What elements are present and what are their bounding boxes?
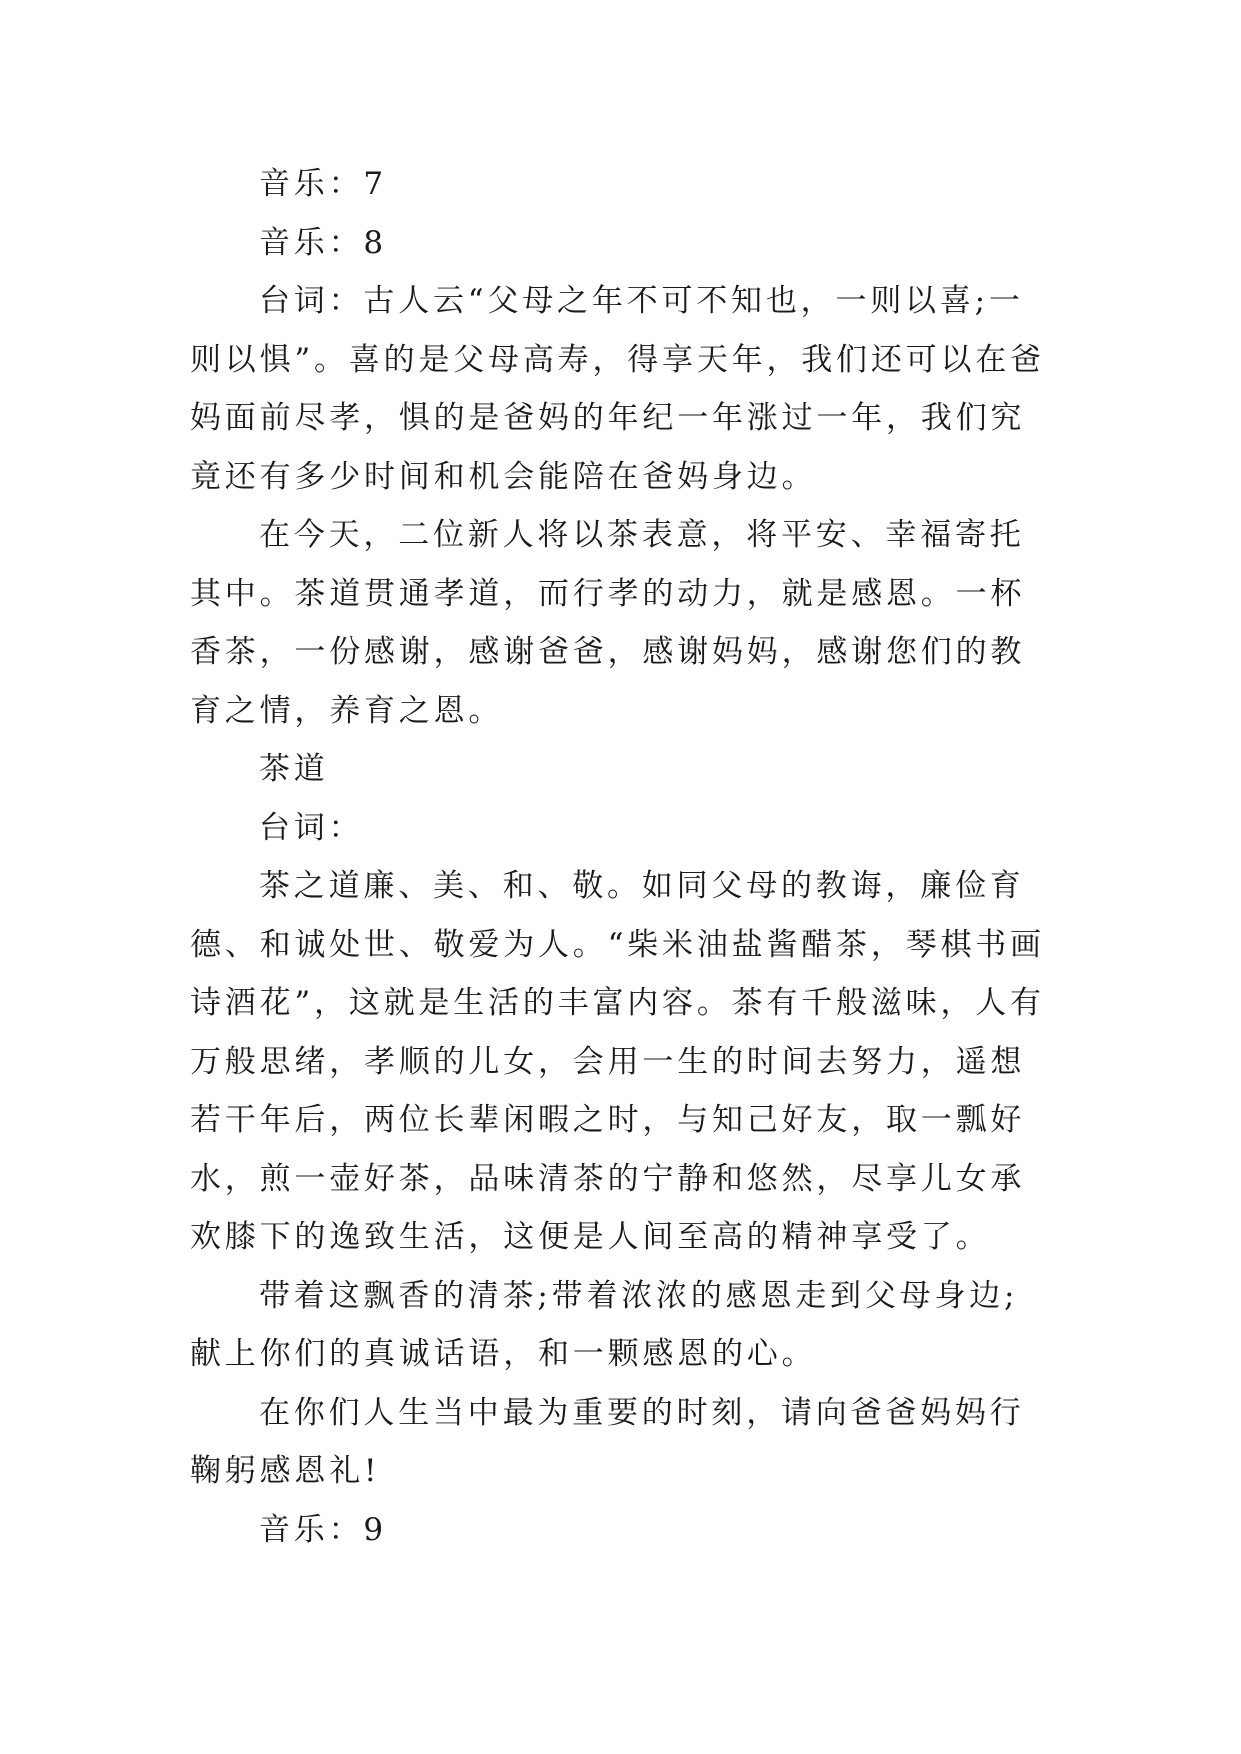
music-cue-9: 音乐：9 <box>259 1511 387 1548</box>
tea-intro-paragraph: 在今天，二位新人将以茶表意，将平安、幸福寄托其中。茶道贯通孝道，而行孝的动力，就是感恩。一杯香茶，一份感谢，感谢爸爸，感谢妈妈，感谢您们的教育之情，养育之恩。 <box>190 517 1026 729</box>
tea-gratitude-paragraph: 带着这飘香的清茶;带着浓浓的感恩走到父母身边;献上你们的真诚话语，和一颗感恩的心。 <box>190 1277 1019 1372</box>
bow-ceremony-paragraph: 在你们人生当中最为重要的时刻，请向爸爸妈妈行鞠躬感恩礼! <box>190 1394 1025 1489</box>
music-cue-7: 音乐：7 <box>259 166 387 202</box>
script-label: 台词： <box>259 809 364 846</box>
tea-way-paragraph: 茶之道廉、美、和、敬。如同父母的教诲，廉俭育德、和诚处世、敬爱为人。“柴米油盐酱醋茶，琴棋书画诗酒花”，这就是生活的丰富内容。茶有千般滋味，人有万般思绪，孝顺的儿女，会用一生的时间去努力，遥想若干年后，两位长辈闲暇之时，与知己好友，取一瓢好水，煎一壶好茶，品味清茶的宁静和悠然，尽享儿女承欢膝下的逸致生活，这便是人间至高的精神享受了。 <box>190 868 1045 1255</box>
music-cue-8: 音乐：8 <box>259 224 387 261</box>
script-line-parents-age: 台词：古人云“父母之年不可不知也，一则以喜;一则以惧”。喜的是父母高寿，得享天年，我们还可以在爸妈面前尽孝，惧的是爸妈的年纪一年涨过一年，我们究竟还有多少时间和机会能陪在爸妈身边。 <box>190 283 1045 495</box>
document-page <box>190 155 1050 1559</box>
section-heading-tea-ceremony: 茶道 <box>259 751 329 787</box>
